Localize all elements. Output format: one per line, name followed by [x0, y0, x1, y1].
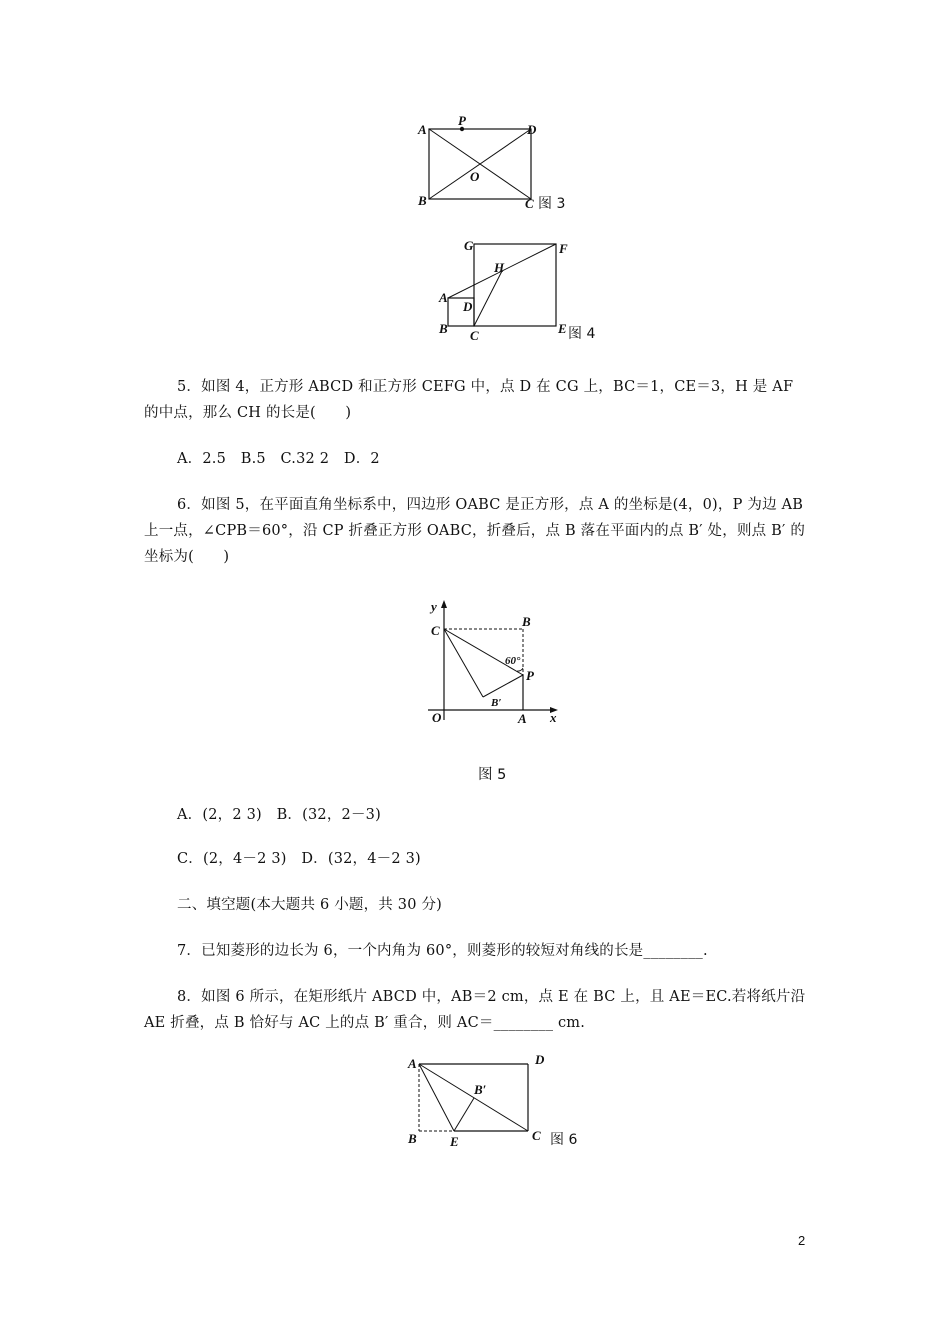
label-f: F — [559, 241, 568, 256]
label-c: C — [431, 623, 440, 638]
angle-arc — [517, 668, 523, 671]
label-a: A — [439, 290, 448, 305]
label-d: D — [535, 1052, 545, 1067]
question-8: 8．如图 6 所示，在矩形纸片 ABCD 中，AB＝2 cm，点 E 在 BC 上，且 AE＝EC.若将纸片沿 AE 折叠，点 B 恰好与 AC 上的点 B′ 重合，则 AC＝________ cm. — [144, 989, 806, 1031]
segment-ch — [474, 271, 502, 326]
figure-6-caption: 图 6 — [550, 1132, 578, 1148]
label-a: A — [518, 711, 527, 726]
label-c: C — [532, 1128, 541, 1143]
segment-cp — [444, 629, 523, 675]
figure-4-diagram — [430, 234, 610, 344]
segment-cbprime — [444, 629, 483, 697]
label-b: B — [418, 193, 427, 208]
segment-ebprime — [454, 1098, 474, 1131]
figure-4 — [430, 234, 610, 344]
label-y: y — [431, 599, 437, 614]
label-b: B — [439, 321, 448, 336]
y-axis-arrow — [441, 600, 447, 608]
figure-5-diagram — [420, 598, 570, 733]
label-p: P — [458, 113, 466, 128]
label-o: O — [470, 169, 480, 184]
square-cefg — [474, 244, 556, 326]
figure-6 — [400, 1046, 590, 1151]
label-e: E — [558, 321, 567, 336]
label-bprime: B′ — [474, 1082, 487, 1097]
section-2-heading: 二、填空题(本大题共 6 小题，共 30 分) — [177, 897, 443, 913]
label-b: B — [522, 614, 531, 629]
label-p: P — [526, 668, 534, 683]
question-6: 6．如图 5，在平面直角坐标系中，四边形 OABC 是正方形，点 A 的坐标是(4，0)，P 为边 AB 上一点，∠CPB＝60°，沿 CP 折叠正方形 OABC，折叠后，点 B 落在平面内的点 B′ 处，则点 B′ 的坐标为( ) — [144, 497, 806, 565]
label-c: C — [525, 196, 534, 211]
figure-3 — [410, 112, 600, 217]
figure-3-caption: 图 3 — [538, 196, 566, 212]
page-number: 2 — [798, 1233, 806, 1248]
label-o: O — [432, 710, 442, 725]
question-5-options: A．2.5 B.5 C.32 2 D．2 — [177, 451, 380, 467]
segment-ae — [419, 1064, 454, 1131]
label-c: C — [470, 328, 479, 343]
question-7: 7．已知菱形的边长为 6，一个内角为 60°，则菱形的较短对角线的长是________. — [177, 943, 708, 959]
label-b: B — [408, 1131, 417, 1146]
figure-5-caption: 图 5 — [478, 767, 507, 783]
label-g: G — [464, 238, 474, 253]
question-6-options-line2: C．(2，4－2 3) D．(32，4－2 3) — [177, 851, 421, 867]
label-x: x — [550, 710, 557, 725]
figure-5 — [420, 598, 570, 733]
segment-bprime-p — [483, 675, 523, 697]
label-e: E — [450, 1134, 459, 1149]
diagonal-ac — [419, 1064, 528, 1131]
label-a: A — [418, 122, 427, 137]
label-d: D — [527, 122, 537, 137]
label-a: A — [408, 1056, 417, 1071]
label-bprime: B′ — [491, 697, 502, 709]
figure-6-diagram — [400, 1046, 590, 1151]
question-5: 5．如图 4，正方形 ABCD 和正方形 CEFG 中，点 D 在 CG 上，BC＝1，CE＝3，H 是 AF 的中点，那么 CH 的长是( ) — [144, 379, 794, 421]
label-angle: 60° — [505, 655, 521, 667]
question-6-options-line1: A．(2，2 3) B．(32，2－3) — [177, 807, 381, 823]
label-h: H — [494, 260, 505, 275]
figure-3-diagram — [410, 112, 600, 217]
figure-4-caption: 图 4 — [568, 326, 596, 342]
label-d: D — [463, 299, 473, 314]
